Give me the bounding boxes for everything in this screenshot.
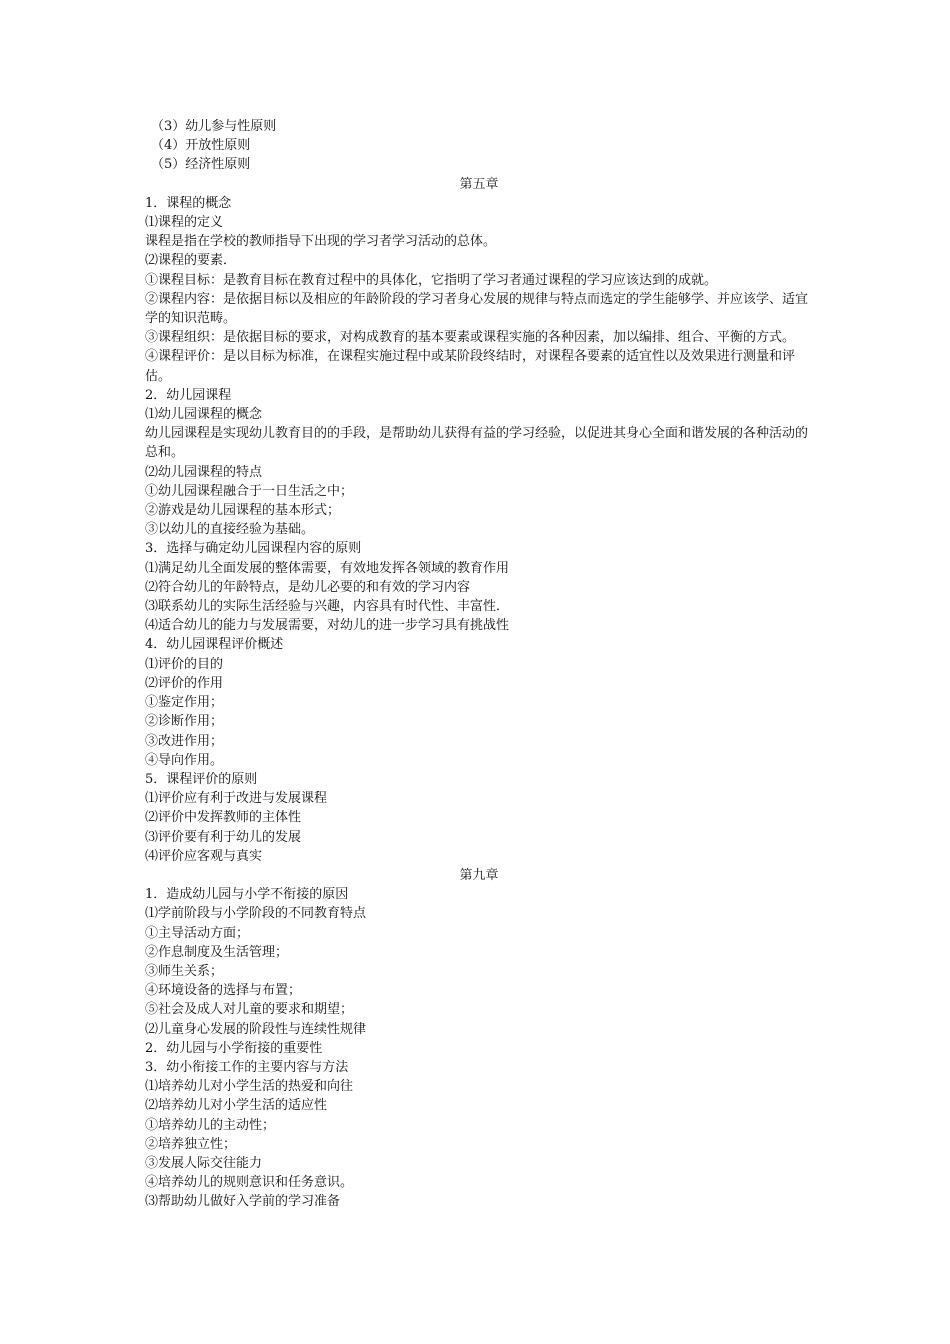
text-line: ⑴幼儿园课程的概念 [145, 407, 263, 423]
text-line: ③以幼儿的直接经验为基础。 [145, 522, 315, 538]
text-line: ①鉴定作用； [145, 695, 224, 711]
text-line: ②游戏是幼儿园课程的基本形式； [145, 503, 341, 519]
text-line: ②培养独立性； [145, 1136, 237, 1152]
text-line: ⑵课程的要素． [145, 253, 237, 269]
text-line: ①课程目标：是教育目标在教育过程中的具体化，它指明了学习者通过课程的学习应该达到的成就。 [145, 272, 718, 288]
text-line: ⑵评价的作用 [145, 675, 224, 691]
text-line: ⑵评价中发挥教师的主体性 [145, 810, 302, 826]
text-line: ⑴课程的定义 [145, 215, 224, 231]
text-line: ⑵幼儿园课程的特点 [145, 464, 263, 480]
text-line: 3．幼小衔接工作的主要内容与方法 [145, 1059, 349, 1075]
text-line: （5）经济性原则 [151, 157, 251, 173]
text-line: ⑴评价应有利于改进与发展课程 [145, 791, 328, 807]
text-line: ⑴学前阶段与小学阶段的不同教育特点 [145, 906, 367, 922]
text-line: 3．选择与确定幼儿园课程内容的原则 [145, 541, 362, 557]
text-line: ①幼儿园课程融合于一日生活之中； [145, 483, 354, 499]
text-line: ④导向作用。 [145, 752, 224, 768]
text-line: ②诊断作用； [145, 714, 224, 730]
text-line: 2．幼儿园课程 [145, 387, 232, 403]
text-line: ⑤社会及成人对儿童的要求和期望； [145, 1002, 354, 1018]
text-line: 1．课程的概念 [145, 195, 232, 211]
text-line: ②作息制度及生活管理； [145, 944, 289, 960]
text-line: ①培养幼儿的主动性； [145, 1117, 276, 1133]
text-line: ⑷适合幼儿的能力与发展需要，对幼儿的进一步学习具有挑战性 [145, 618, 510, 634]
text-line: ②课程内容：是依据目标以及相应的年龄阶段的学习者身心发展的规律与特点而选定的学生能够学、并应该学、适宜学的知识范畴。 [145, 291, 809, 327]
text-line: ①主导活动方面； [145, 925, 250, 941]
text-line: ④环境设备的选择与布置； [145, 983, 302, 999]
text-line: ③发展人际交往能力 [145, 1155, 263, 1171]
text-line: 2．幼儿园与小学衔接的重要性 [145, 1040, 323, 1056]
text-line: 幼儿园课程是实现幼儿教育目的的手段，是帮助幼儿获得有益的学习经验，以促进其身心全面和谐发展的各种活动的总和。 [145, 426, 809, 461]
text-line: 4．幼儿园课程评价概述 [145, 637, 284, 653]
text-line: ④课程评价：是以目标为标准，在课程实施过程中或某阶段终结时，对课程各要素的适宜性以及效果进行测量和评估。 [145, 349, 796, 384]
text-line: ④培养幼儿的规则意识和任务意识。 [145, 1175, 354, 1191]
text-line: ⑵培养幼儿对小学生活的适应性 [145, 1098, 328, 1114]
text-line: ③课程组织：是依据目标的要求，对构成教育的基本要素或课程实施的各种因素，加以编排、组合、平衡的方式。 [145, 330, 796, 346]
text-line: ③师生关系； [145, 963, 224, 979]
text-line: ⑷评价应客观与真实 [145, 848, 263, 864]
text-line: ③改进作用； [145, 733, 224, 749]
text-line: 课程是指在学校的教师指导下出现的学习者学习活动的总体。 [145, 234, 497, 250]
chapter-heading: 第九章 [459, 867, 499, 883]
text-line: ⑶评价要有利于幼儿的发展 [145, 829, 302, 845]
text-line: ⑵符合幼儿的年龄特点，是幼儿必要的和有效的学习内容 [145, 579, 471, 595]
text-line: 5．课程评价的原则 [145, 771, 258, 787]
text-line: ⑶帮助幼儿做好入学前的学习准备 [145, 1194, 341, 1210]
document-body [145, 117, 813, 1212]
text-line: ⑴满足幼儿全面发展的整体需要，有效地发挥各领域的教育作用 [145, 560, 510, 576]
text-line: ⑵儿童身心发展的阶段性与连续性规律 [145, 1021, 367, 1037]
text-line: 1．造成幼儿园与小学不衔接的原因 [145, 887, 349, 903]
chapter-heading: 第五章 [459, 176, 499, 192]
text-line: ⑴评价的目的 [145, 656, 224, 672]
text-line: （4）开放性原则 [151, 138, 251, 154]
text-line: （3）幼儿参与性原则 [151, 119, 277, 134]
text-line: ⑴培养幼儿对小学生活的热爱和向往 [145, 1079, 354, 1095]
text-line: ⑶联系幼儿的实际生活经验与兴趣，内容具有时代性、丰富性． [145, 599, 510, 615]
